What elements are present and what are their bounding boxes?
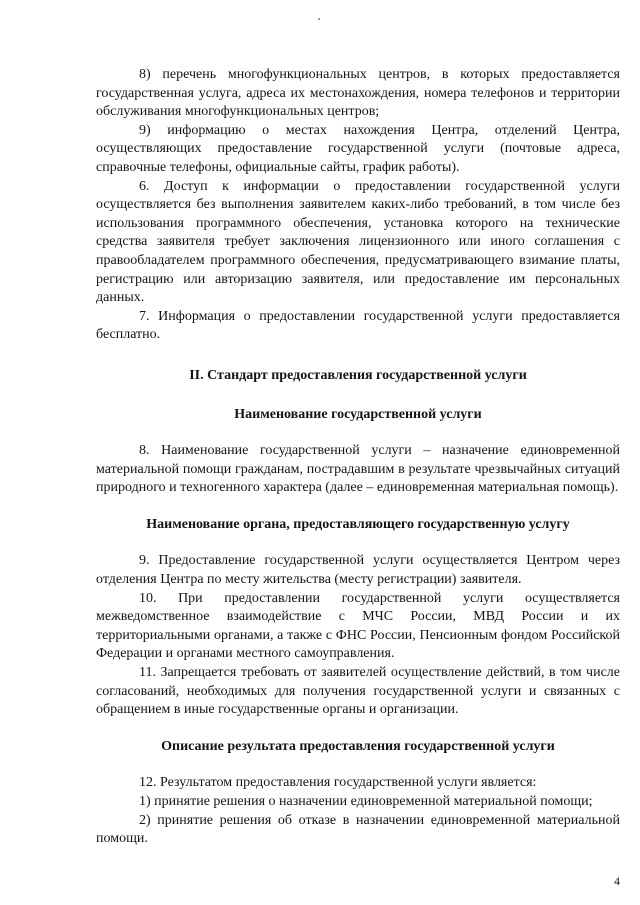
paragraph-item-9-info: 9) информацию о местах нахождения Центра, отделений Центра, осуществляющих предоставление государственной услуги (почтовые адреса, справочные телефоны, официальные сайты, график работы). — [96, 122, 620, 175]
paragraph-8-name: 8. Наименование государственной услуги – назначение единовременной материальной помощи гражданам, пострадавшим в результате чрезвычайных ситуаций природного и техногенного характера (далее – единовременная материальная помощь). — [96, 443, 620, 496]
paragraph-result-1: 1) принятие решения о назначении единовременной материальной помощи; — [139, 794, 593, 809]
scan-speck — [318, 18, 320, 20]
paragraph-7-free: 7. Информация о предоставлении государственной услуги предоставляется бесплатно. — [96, 308, 620, 343]
heading-organ: Наименование органа, предоставляющего государственную услугу — [146, 516, 570, 532]
document-body — [96, 66, 620, 849]
paragraph-item-8-mfc: 8) перечень многофункциональных центров, в которых предоставляется государственная услуга, адреса их местонахождения, номера телефонов и территории обслуживания многофункциональных центров; — [96, 67, 620, 120]
page-number: 4 — [614, 874, 620, 888]
paragraph-6-access: 6. Доступ к информации о предоставлении государственной услуги осуществляется без выполнения заявителем каких-либо требований, в том числе без использования программного обеспечения, установка которого на технические средства заявителя требует заключения лицензионного или иного соглашения с правообладателем программного обеспечения, предусматривающего взимание платы, регистрацию или авторизацию заявителя, или предоставление им персональных данных. — [96, 178, 620, 306]
paragraph-10-interaction: 10. При предоставлении государственной услуги осуществляется межведомственное взаимодействие с МЧС России, МВД России и их территориальными органами, а также с ФНС России, Пенсионным фондом Российской Федерации и органами местного самоуправления. — [96, 590, 620, 662]
paragraph-12-result: 12. Результатом предоставления государственной услуги является: — [139, 775, 537, 791]
heading-service-name: Наименование государственной услуги — [234, 406, 482, 422]
heading-result: Описание результата предоставления государственной услуги — [161, 738, 555, 754]
section-title: II. Стандарт предоставления государственной услуги — [189, 367, 527, 383]
paragraph-9-center: 9. Предоставление государственной услуги осуществляется Центром через отделения Центра по месту жительства (месту регистрации) заявителя. — [96, 553, 620, 588]
paragraph-result-2: 2) принятие решения об отказе в назначении единовременной материальной помощи. — [96, 812, 620, 847]
paragraph-11-prohibition: 11. Запрещается требовать от заявителей осуществление действий, в том числе согласований, необходимых для получения государственной услуги и связанных с обращением в иные государственные органы и организации. — [96, 665, 620, 718]
